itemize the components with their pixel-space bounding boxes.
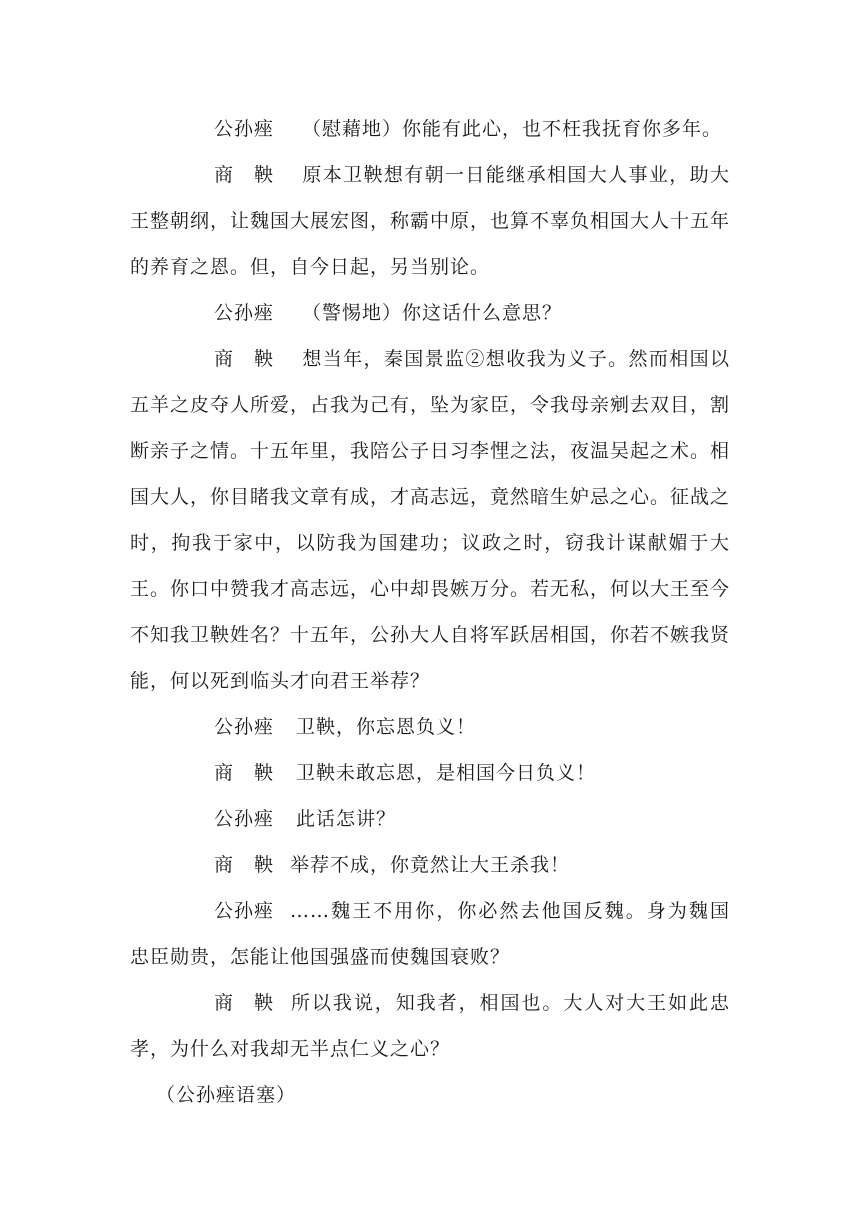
speaker-name: 商 鞅 (214, 164, 275, 186)
dialogue-line (130, 888, 730, 980)
dialogue-text: ……魏王不用你，你必然去他国反魏。身为魏国忠臣勋贵，怎能让他国强盛而使魏国衰败？ (130, 900, 730, 968)
dialogue-text: 卫鞅，你忘恩负义！ (296, 716, 477, 738)
speaker-name: 商 鞅 (214, 348, 275, 370)
dialogue-text: 举荐不成，你竟然让大王杀我！ (290, 854, 571, 876)
speaker-name: 商 鞅 (214, 854, 275, 876)
script-text (130, 106, 730, 1118)
speaker-name: 公孙痤 (214, 118, 275, 140)
speaker-name: 公孙痤 (214, 808, 275, 830)
dialogue-line (130, 152, 730, 290)
dialogue-text: 卫鞅未敢忘恩，是相国今日负义！ (296, 762, 597, 784)
speaker-name: 商 鞅 (214, 762, 275, 784)
dialogue-text: 想当年，秦国景监②想收我为义子。然而相国以五羊之皮夺人所爱，占我为己有，坠为家臣，令我母亲剜去双目，割断亲子之情。十五年里，我陪公子日习李悝之法，夜温吴起之术。相国大人，你目睹我文章有成，才高志远，竟然暗生妒忌之心。征战之时，拘我于家中，以防我为国建功；议政之时，窃我计谋献媚于大王。你口中赞我才高志远，心中却畏嫉万分。若无私，何以大王至今不知我卫鞅姓名？十五年，公孙大人自将军跃居相国，你若不嫉我贤能，何以死到临头才向君王举荐？ (130, 348, 731, 692)
stage-direction: （公孙痤语塞） (156, 1084, 297, 1106)
dialogue-line (130, 106, 730, 152)
dialogue-line (130, 290, 730, 336)
dialogue-line (130, 842, 730, 888)
dialogue-line (130, 980, 730, 1072)
dialogue-text: （警惕地）你这话什么意思？ (302, 302, 563, 324)
dialogue-text: （慰藉地）你能有此心，也不枉我抚育你多年。 (302, 118, 723, 140)
dialogue-text: 所以我说，知我者，相国也。大人对大王如此忠孝，为什么对我却无半点仁义之心？ (130, 992, 730, 1060)
dialogue-line (130, 750, 730, 796)
speaker-name: 公孙痤 (214, 302, 275, 324)
dialogue-text: 此话怎讲？ (296, 808, 397, 830)
speaker-name: 商 鞅 (214, 992, 275, 1014)
dialogue-line (130, 796, 730, 842)
dialogue-line (130, 704, 730, 750)
speaker-name: 公孙痤 (214, 716, 275, 738)
dialogue-text: 原本卫鞅想有朝一日能继承相国大人事业，助大王整朝纲，让魏国大展宏图，称霸中原，也算不辜负相国大人十五年的养育之恩。但，自今日起，另当别论。 (130, 164, 731, 278)
dialogue-line (130, 336, 730, 704)
speaker-name: 公孙痤 (214, 900, 275, 922)
